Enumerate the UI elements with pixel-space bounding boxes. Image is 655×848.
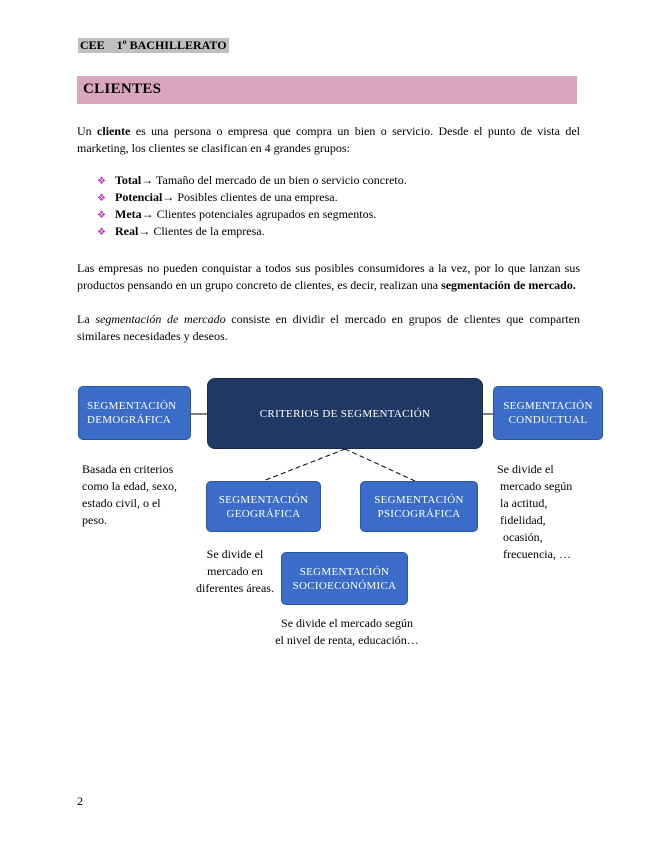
keyword-cliente: cliente: [97, 124, 131, 138]
segmentacion-demografica-box: SEGMENTACIÓN DEMOGRÁFICA: [78, 386, 191, 440]
diamond-bullet-icon: ❖: [97, 210, 106, 221]
document-header-tag: CEE 1º BACHILLERATO: [80, 38, 227, 52]
note-geografica: Se divide el mercado en diferentes áreas.: [196, 547, 274, 595]
criterios-segmentacion-box: CRITERIOS DE SEGMENTACIÓN: [207, 378, 483, 449]
list-item: ❖ Potencial→ Posibles clientes de una empresa.: [97, 189, 407, 206]
intro-paragraph: Un cliente es una persona o empresa que compra un bien o servicio. Desde el punto de vista del marketing, los clientes se clasifican en 4 grandes grupos:: [77, 124, 580, 155]
definition-paragraph: La segmentación de mercado consiste en dividir el mercado en grupos de clientes que comparten similares necesidades y deseos.: [77, 312, 581, 343]
note-demografica: Basada en criterios como la edad, sexo, estado civil, o el peso.: [82, 462, 177, 527]
page-number: 2: [77, 794, 83, 808]
list-item: ❖ Total→ Tamaño del mercado de un bien o servicio concreto.: [97, 172, 407, 189]
keyword-segmentacion: segmentación de mercado.: [441, 278, 576, 292]
list-item: ❖ Meta→ Clientes potenciales agrupados en segmentos.: [97, 206, 407, 223]
diamond-bullet-icon: ❖: [97, 193, 106, 204]
note-socioeconomica: Se divide el mercado según el nivel de renta, educación…: [275, 616, 419, 647]
note-conductual: Se divide el mercado según la actitud, fidelidad, ocasión, frecuencia, …: [497, 462, 573, 561]
segmentacion-socioeconomica-box: SEGMENTACIÓN SOCIOECONÓMICA: [281, 552, 408, 605]
diamond-bullet-icon: ❖: [97, 176, 106, 187]
segmentacion-conductual-box: SEGMENTACIÓN CONDUCTUAL: [493, 386, 603, 440]
segmentacion-geografica-box: SEGMENTACIÓN GEOGRÁFICA: [206, 481, 321, 532]
segmentation-paragraph: Las empresas no pueden conquistar a todos sus posibles consumidores a la vez, por lo que lanzan sus productos pensando en un grupo concreto de clientes, es decir, realizan una segmentación de mercado.: [77, 261, 580, 292]
diamond-bullet-icon: ❖: [97, 227, 106, 238]
section-title: CLIENTES: [83, 81, 162, 97]
segmentacion-psicografica-box: SEGMENTACIÓN PSICOGRÁFICA: [360, 481, 478, 532]
list-item: ❖ Real→ Clientes de la empresa.: [97, 223, 407, 240]
